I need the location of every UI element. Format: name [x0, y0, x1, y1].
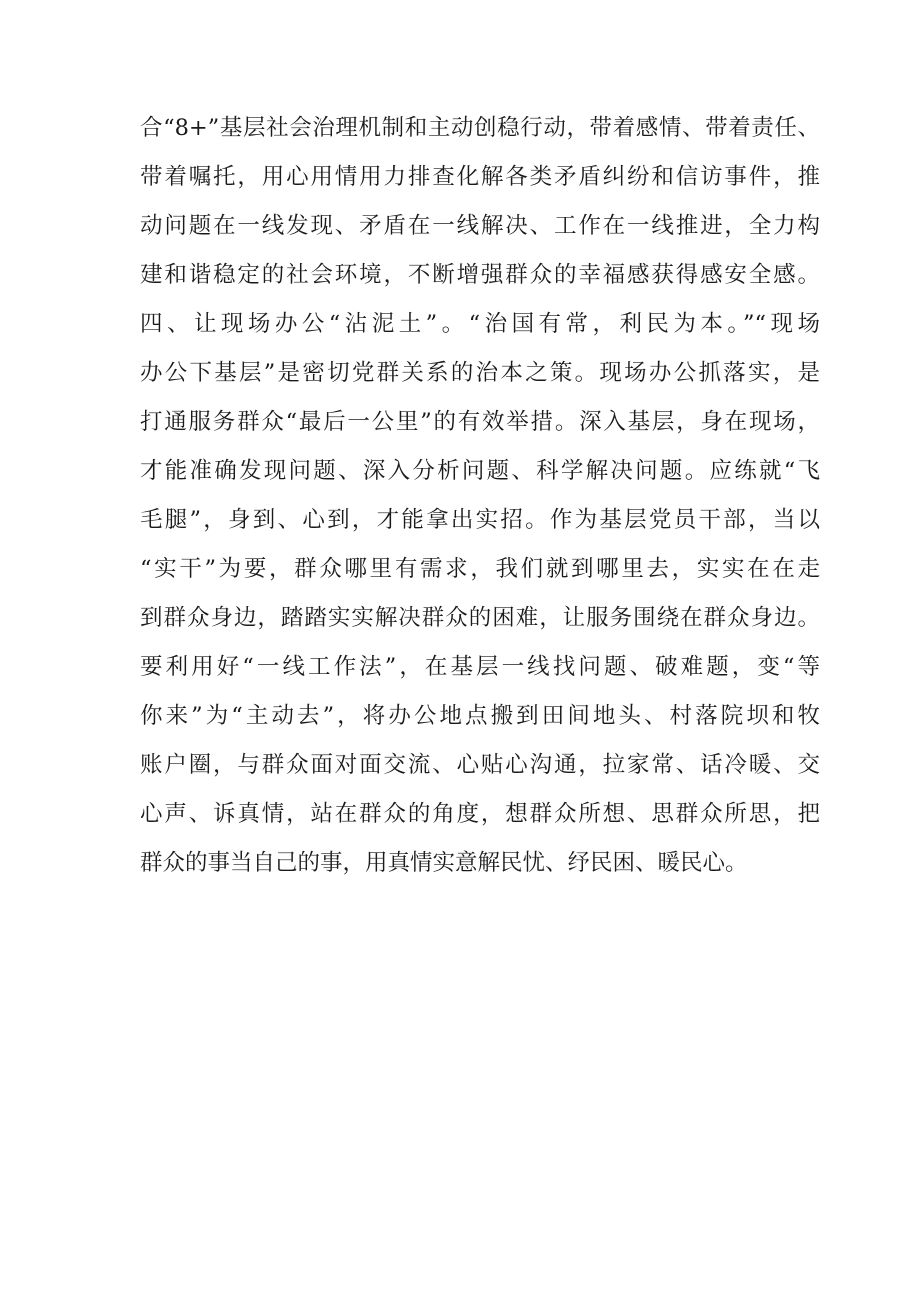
text-line: 到群众身边，踏踏实实解决群众的困难，让服务围绕在群众身边。	[140, 605, 820, 631]
text-line: 毛腿”，身到、心到，才能拿出实招。作为基层党员干部，当以	[140, 507, 820, 533]
text-line: 办公下基层”是密切党群关系的治本之策。现场办公抓落实，是	[140, 360, 820, 386]
text-line: 你来”为“主动去”，将办公地点搬到田间地头、村落院坝和牧	[140, 703, 820, 729]
text-line: 动问题在一线发现、矛盾在一线解决、工作在一线推进，全力构	[140, 213, 820, 239]
text-line: 心声、诉真情，站在群众的角度，想群众所想、思群众所思，把	[140, 801, 820, 827]
text-line: 账户圈，与群众面对面交流、心贴心沟通，拉家常、话冷暖、交	[140, 752, 820, 778]
text-line: 建和谐稳定的社会环境，不断增强群众的幸福感获得感安全感。	[140, 262, 820, 288]
text-line: 四、让现场办公“沾泥土”。“治国有常，利民为本。”“现场	[140, 311, 820, 337]
body-text	[140, 104, 820, 888]
text-line: 合“8+”基层社会治理机制和主动创稳行动，带着感情、带着责任、	[140, 115, 820, 141]
text-line: 才能准确发现问题、深入分析问题、科学解决问题。应练就“飞	[140, 458, 820, 484]
text-line: 要利用好“一线工作法”，在基层一线找问题、破难题，变“等	[140, 654, 820, 680]
text-line: 带着嘱托，用心用情用力排查化解各类矛盾纠纷和信访事件，推	[140, 164, 820, 190]
text-line: 打通服务群众“最后一公里”的有效举措。深入基层，身在现场，	[140, 409, 820, 435]
text-line: 群众的事当自己的事，用真情实意解民忧、纾民困、暖民心。	[140, 850, 748, 876]
text-line: “实干”为要，群众哪里有需求，我们就到哪里去，实实在在走	[140, 556, 820, 582]
